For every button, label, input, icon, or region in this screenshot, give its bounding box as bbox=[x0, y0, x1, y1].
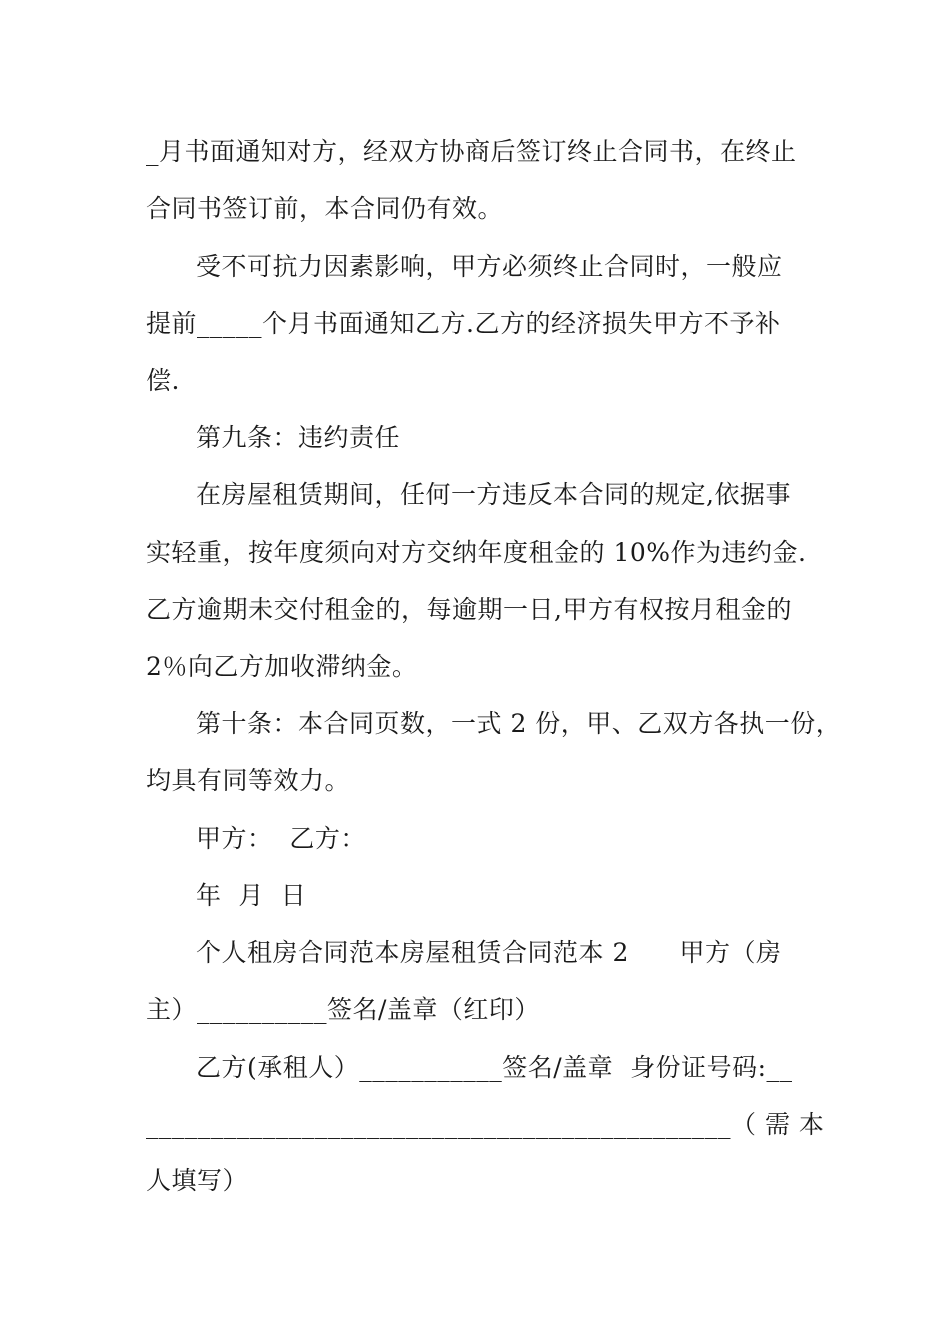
text-line-5: 偿. bbox=[146, 366, 180, 395]
landlord-signature-line: 主）__________签名/盖章（红印） bbox=[146, 995, 540, 1024]
text-line-4: 提前_____个月书面通知乙方.乙方的经济损失甲方不予补 bbox=[146, 309, 781, 338]
text-line-1: _月书面通知对方，经双方协商后签订终止合同书，在终止 bbox=[146, 137, 797, 166]
section-heading-article-9: 第九条：违约责任 bbox=[196, 423, 401, 452]
text-line-9: 乙方逾期未交付租金的，每逾期一日,甲方有权按月租金的 bbox=[146, 595, 792, 624]
text-line-12: 均具有同等效力。 bbox=[146, 766, 351, 795]
section-heading-article-10: 第十条：本合同页数，一式 2 份，甲、乙双方各执一份， bbox=[196, 709, 842, 738]
signature-parties-line: 甲方： 乙方： bbox=[196, 824, 366, 853]
text-line-2: 合同书签订前，本合同仍有效。 bbox=[146, 194, 504, 223]
text-line-10: 2％向乙方加收滞纳金。 bbox=[146, 652, 418, 681]
text-line-7: 在房屋租赁期间，任何一方违反本合同的规定,依据事 bbox=[196, 480, 791, 509]
text-line-3: 受不可抗力因素影响，甲方必须终止合同时，一般应 bbox=[196, 252, 783, 281]
date-line: 年 月 日 bbox=[196, 881, 307, 910]
contract-title-line: 个人租房合同范本房屋租赁合同范本 2 甲方（房 bbox=[196, 938, 782, 967]
id-number-blank-line: _____________________________________________（ 需 本 bbox=[146, 1110, 825, 1139]
text-line-8: 实轻重，按年度须向对方交纳年度租金的 10%作为违约金. bbox=[146, 538, 807, 567]
tenant-signature-line: 乙方(承租人）___________签名/盖章 身份证号码:__ bbox=[196, 1053, 793, 1082]
text-line-19: 人填写） bbox=[146, 1166, 249, 1195]
